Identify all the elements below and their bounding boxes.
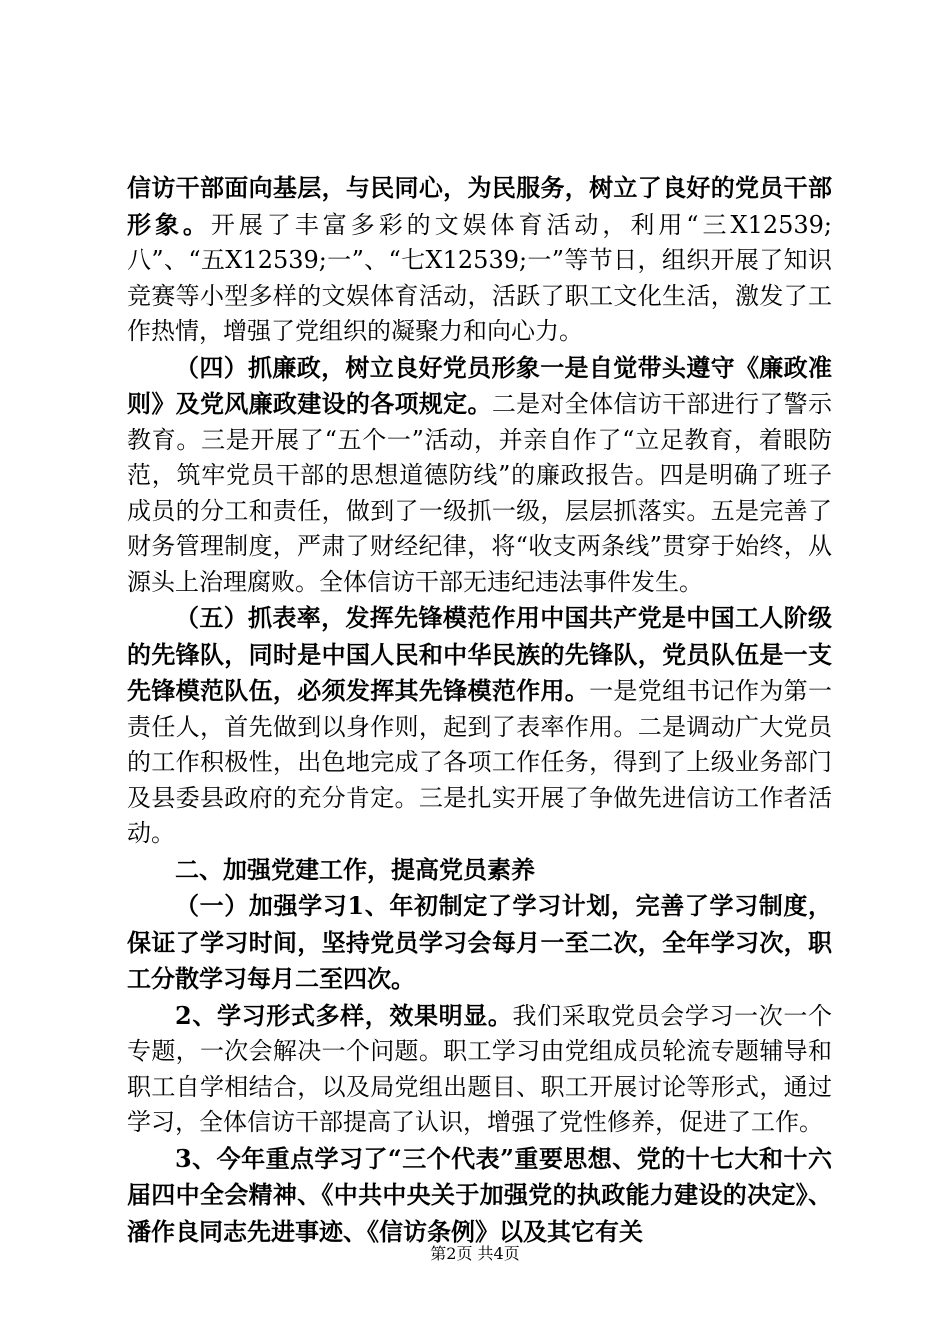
- paragraph-bold-text: 信访干部面向基层，与民同心，为民服务，树立了良好的党员干部形象。: [127, 173, 832, 239]
- paragraph-regular-text: 二是对全体信访干部进行了警示教育。三是开展了“五个一”活动，并亲自作了“立足教育，着眼防范，筑牢党员干部的思想道德防线”的廉政报告。四是明确了班子成员的分工和责任，做到了一级抓一级，层层抓落实。五是完善了财务管理制度，严肃了财经纪律，将“收支两条线”贯穿于始终，从源头上治理腐败。全体信访干部无违纪违法事件发生。: [127, 390, 833, 596]
- page-footer: [0, 1244, 950, 1264]
- document-body: [127, 170, 832, 1250]
- paragraph-bold-text: 二、加强党建工作，提高党员素养: [175, 854, 535, 884]
- section-heading-2: [127, 852, 832, 889]
- paragraph-regular-text: 一是党组书记作为第一责任人，首先做到以身作则，起到了表率作用。二是调动广大党员的工作积极性，出色地完成了各项工作任务，得到了上级业务部门及县委县政府的充分肯定。三是扎实开展了争做先进信访工作者活动。: [127, 677, 833, 847]
- paragraph-regular-text: 开展了丰富多彩的文娱体育活动，利用“三X12539;八”、“五X12539;一”、“七X12539;一”等节日，组织开展了知识竞赛等小型多样的文娱体育活动，活跃了职工文化生活，激发了工作热情，增强了党组织的凝聚力和向心力。: [127, 210, 833, 345]
- paragraph-bold-text: （五）抓表率，发挥先锋模范作用中国共产党是中国工人阶级的先锋队，同时是中国人民和中华民族的先锋队，党员队伍是一支先锋模范队伍，必须发挥其先锋模范作用。: [127, 603, 832, 705]
- paragraph-cultural-activities: [127, 170, 832, 350]
- page-number: 第2页 共4页: [430, 1244, 520, 1263]
- paragraph-bold-text: （一）加强学习1、年初制定了学习计划，完善了学习制度，保证了学习时间，坚持党员学习会每月一至二次，全年学习次，职工分散学习每月二至四次。: [127, 891, 832, 993]
- paragraph-section-5-example: [127, 600, 832, 852]
- paragraph-bold-text: 3、今年重点学习了“三个代表”重要思想、党的十七大和十六届四中全会精神、《中共中央关于加强党的执政能力建设的决定》、潘作良同志先进事迹、《信访条例》以及其它有关: [127, 1143, 832, 1246]
- paragraph-regular-text: 我们采取党员会学习一次一个专题，一次会解决一个问题。职工学习由党组成员轮流专题辅导和职工自学相结合，以及局党组出题目、职工开展讨论等形式，通过学习，全体信访干部提高了认识，增强了党性修养，促进了工作。: [127, 1001, 833, 1136]
- paragraph-section-4-integrity: [127, 350, 832, 601]
- paragraph-bold-text: （四）抓廉政，树立良好党员形象一是自觉带头遵守《廉政准则》及党风廉政建设的各项规定。: [127, 352, 832, 418]
- paragraph-study-plan: [127, 888, 832, 998]
- paragraph-bold-text: 2、学习形式多样，效果明显。: [175, 1000, 513, 1030]
- paragraph-study-forms: [127, 998, 832, 1141]
- paragraph-key-study-topics: [127, 1141, 832, 1251]
